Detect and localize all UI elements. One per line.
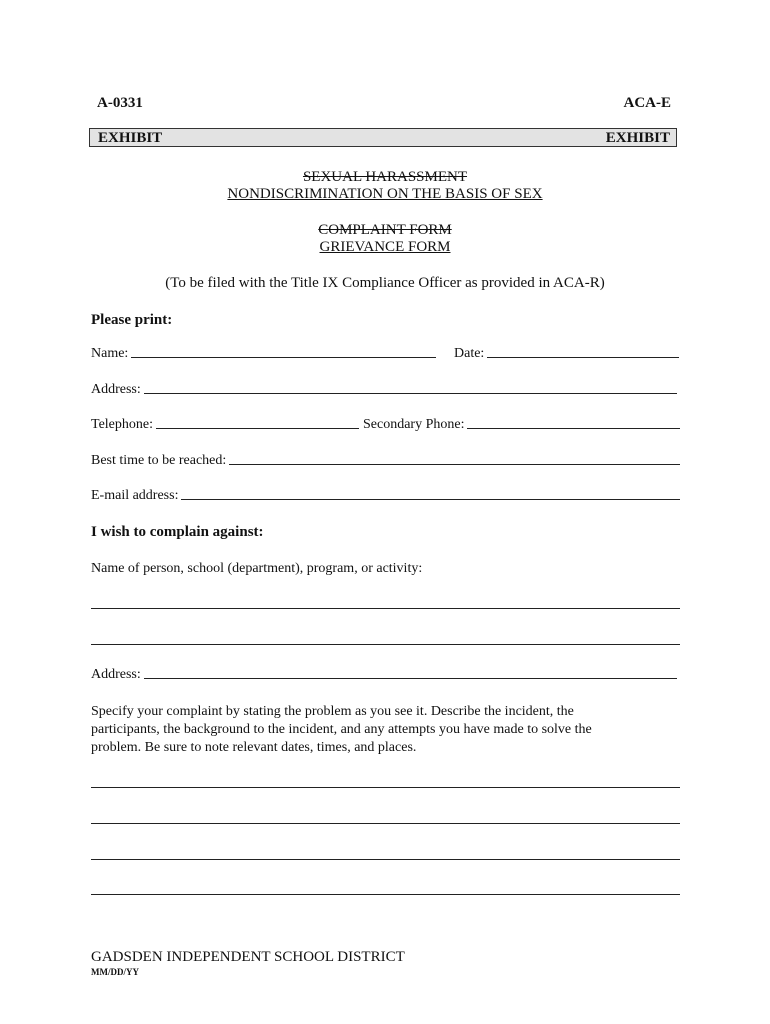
address-row bbox=[91, 381, 677, 398]
title-nondiscrimination: NONDISCRIMINATION ON THE BASIS OF SEX bbox=[227, 186, 543, 202]
best-time-label: Best time to be reached: bbox=[91, 453, 227, 468]
secondary-phone-label: Secondary Phone: bbox=[363, 417, 465, 432]
policy-code-right: ACA-E bbox=[623, 95, 671, 111]
please-print-heading: Please print: bbox=[91, 312, 173, 328]
complaint-instructions bbox=[91, 703, 691, 757]
email-label: E-mail address: bbox=[91, 488, 179, 503]
email-row bbox=[91, 487, 680, 504]
footer-district: GADSDEN INDEPENDENT SCHOOL DISTRICT bbox=[91, 949, 405, 965]
exhibit-label-right: EXHIBIT bbox=[605, 130, 670, 146]
email-field[interactable] bbox=[181, 498, 680, 500]
telephone-label: Telephone: bbox=[91, 417, 153, 432]
name-label: Name: bbox=[91, 346, 129, 361]
policy-code-left: A-0331 bbox=[97, 95, 143, 111]
name-field[interactable] bbox=[131, 356, 436, 358]
form-subtitle: (To be filed with the Title IX Compliance Officer as provided in ACA-R) bbox=[165, 275, 605, 291]
name-row bbox=[91, 345, 436, 362]
secondary-phone-row bbox=[363, 416, 680, 433]
respondent-line-2[interactable] bbox=[91, 644, 680, 645]
respondent-line-1[interactable] bbox=[91, 608, 680, 609]
exhibit-label-left: EXHIBIT bbox=[98, 130, 163, 146]
address-label: Address: bbox=[91, 382, 141, 397]
address-field[interactable] bbox=[144, 392, 677, 394]
struck-title-sexual-harassment: SEXUAL HARASSMENT bbox=[302, 169, 468, 185]
complaint-line-4[interactable] bbox=[91, 894, 680, 895]
complaint-line-3[interactable] bbox=[91, 859, 680, 860]
exhibit-bar bbox=[89, 128, 677, 147]
footer-date-code: MM/DD/YY bbox=[91, 967, 139, 977]
struck-title-complaint-form: COMPLAINT FORM bbox=[318, 222, 452, 238]
respondent-address-field[interactable] bbox=[144, 677, 677, 679]
best-time-field[interactable] bbox=[229, 463, 680, 465]
best-time-row bbox=[91, 452, 680, 469]
telephone-row bbox=[91, 416, 359, 433]
complaint-line-2[interactable] bbox=[91, 823, 680, 824]
instruction-line: participants, the background to the incident, and any attempts you have made to solve the bbox=[91, 722, 592, 737]
telephone-field[interactable] bbox=[156, 427, 359, 429]
date-label: Date: bbox=[454, 346, 485, 361]
date-row bbox=[454, 345, 679, 362]
complain-against-heading: I wish to complain against: bbox=[91, 524, 264, 540]
respondent-address-label: Address: bbox=[91, 667, 141, 682]
title-grievance-form: GRIEVANCE FORM bbox=[319, 239, 451, 255]
date-field[interactable] bbox=[487, 356, 679, 358]
instruction-line: Specify your complaint by stating the problem as you see it. Describe the incident, the bbox=[91, 704, 574, 719]
instruction-line: problem. Be sure to note relevant dates, times, and places. bbox=[91, 740, 417, 755]
respondent-label: Name of person, school (department), program, or activity: bbox=[91, 561, 423, 576]
secondary-phone-field[interactable] bbox=[467, 427, 680, 429]
complaint-line-1[interactable] bbox=[91, 787, 680, 788]
respondent-address-row bbox=[91, 666, 677, 683]
